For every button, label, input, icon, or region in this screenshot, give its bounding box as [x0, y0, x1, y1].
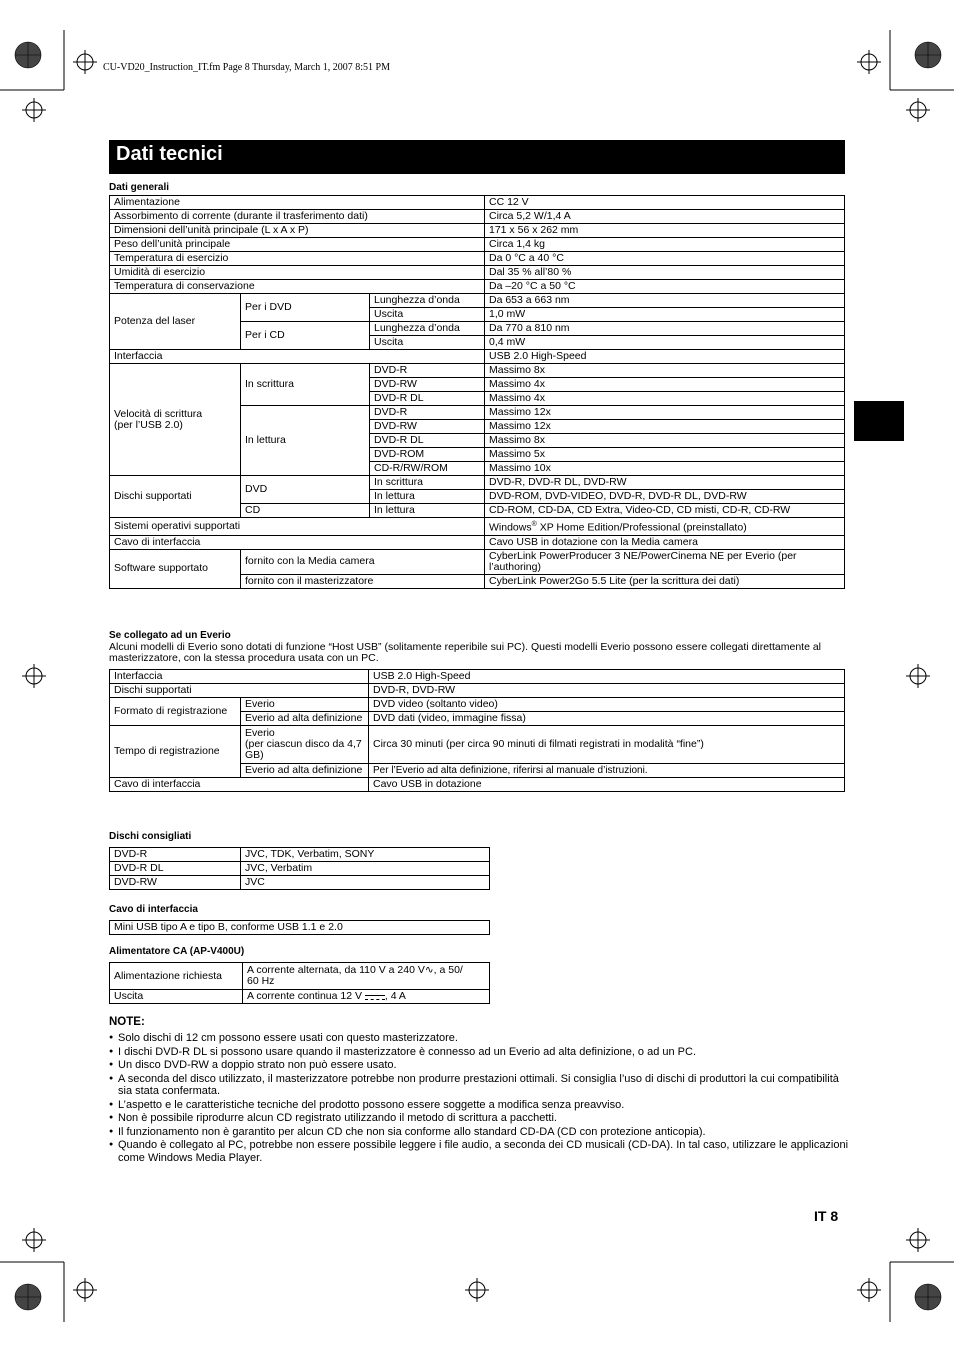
- list-item: ● Un disco DVD-RW a doppio strato non può essere usato.: [109, 1059, 849, 1072]
- spec-table-everio: [109, 669, 845, 792]
- table-row: Potenza del laser Per i DVD Lunghezza d’onda Da 653 a 663 nm: [110, 294, 845, 308]
- power-adapter-table: [109, 962, 490, 1004]
- page-title: Dati tecnici: [116, 143, 223, 165]
- table-row: Assorbimento di corrente (durante il trasferimento dati) Circa 5,2 W/1,4 A: [110, 210, 845, 224]
- spec-table-general: [109, 195, 845, 589]
- table-row: CD In lettura CD-ROM, CD-DA, CD Extra, Video-CD, CD misti, CD-R, CD-RW: [110, 504, 845, 518]
- table-row: Velocità di scrittura (per l’USB 2.0) In scrittura DVD-R Massimo 8x: [110, 364, 845, 378]
- table-row: Alimentazione richiesta A corrente alternata, da 110 V a 240 V∿, a 50/ 60 Hz: [110, 963, 490, 990]
- table-row: Everio ad alta definizione DVD dati (video, immagine fissa): [110, 712, 845, 726]
- table-row: Cavo di interfaccia Cavo USB in dotazione con la Media camera: [110, 535, 845, 549]
- section-heading-cavo: Cavo di interfaccia: [109, 904, 198, 915]
- table-row: Uscita 1,0 mW: [110, 308, 845, 322]
- section-heading-everio: Se collegato ad un Everio: [109, 630, 231, 641]
- page-number: IT 8: [814, 1208, 839, 1224]
- note-heading: NOTE:: [109, 1016, 145, 1028]
- table-row: DVD-RW JVC: [110, 876, 490, 890]
- table-row: Software supportato fornito con la Media camera CyberLink PowerProducer 3 NE/PowerCinema NE per Everio (per l’authoring): [110, 549, 845, 574]
- table-row: fornito con il masterizzatore CyberLink Power2Go 5.5 Lite (per la scrittura dei dati): [110, 574, 845, 588]
- table-row: Per i CD Lunghezza d’onda Da 770 a 810 nm: [110, 322, 845, 336]
- table-row: DVD-R DL JVC, Verbatim: [110, 862, 490, 876]
- table-row: DVD-R JVC, TDK, Verbatim, SONY: [110, 848, 490, 862]
- list-item: ● Solo dischi di 12 cm possono essere usati con questo masterizzatore.: [109, 1032, 849, 1045]
- table-row: Interfaccia USB 2.0 High-Speed: [110, 350, 845, 364]
- table-row: DVD-RW Massimo 4x: [110, 378, 845, 392]
- section-heading-dischi: Dischi consigliati: [109, 831, 192, 842]
- file-header: CU-VD20_Instruction_IT.fm Page 8 Thursday, March 1, 2007 8:51 PM: [103, 62, 391, 73]
- table-row: Interfaccia USB 2.0 High-Speed: [110, 670, 845, 684]
- dc-symbol-icon: [365, 995, 385, 1001]
- table-row: DVD-ROM Massimo 5x: [110, 448, 845, 462]
- list-item: ● Quando è collegato al PC, potrebbe non essere possibile leggere i file audio, a seconda dei CD musicali (CD-DA). In tal caso, utilizzare le applicazioni come Windows Media Player.: [109, 1139, 849, 1164]
- side-tab: [854, 401, 904, 441]
- table-row: Dischi supportati DVD In scrittura DVD-R, DVD-R DL, DVD-RW: [110, 476, 845, 490]
- table-row: DVD-R DL Massimo 4x: [110, 392, 845, 406]
- list-item: ● Il funzionamento non è garantito per alcun CD che non sia conforme allo standard CD-DA (CD con protezione anticopia).: [109, 1126, 849, 1139]
- table-row: Umidità di esercizio Dal 35 % all’80 %: [110, 266, 845, 280]
- list-item: ● L’aspetto e le caratteristiche tecniche del prodotto possono essere soggette a modifica senza preavviso.: [109, 1099, 849, 1112]
- notes-list: [109, 1032, 849, 1165]
- table-row: In lettura DVD-ROM, DVD-VIDEO, DVD-R, DVD-R DL, DVD-RW: [110, 490, 845, 504]
- table-row: Dimensioni dell’unità principale (L x A x P) 171 x 56 x 262 mm: [110, 224, 845, 238]
- table-row: Uscita A corrente continua 12 V , 4 A: [110, 990, 490, 1004]
- list-item: ● A seconda del disco utilizzato, il masterizzatore potrebbe non produrre prestazioni ottimali. Si consiglia l’uso di dischi di produttori la cui compatibilità sia stata confermata.: [109, 1073, 849, 1098]
- table-row: Uscita 0,4 mW: [110, 336, 845, 350]
- table-row: Temperatura di conservazione Da –20 °C a 50 °C: [110, 280, 845, 294]
- list-item: ● I dischi DVD-R DL si possono usare quando il masterizzatore è connesso ad un Everio ad alta definizione, o ad un PC.: [109, 1046, 849, 1059]
- table-row: In lettura DVD-R Massimo 12x: [110, 406, 845, 420]
- table-row: CD-R/RW/ROM Massimo 10x: [110, 462, 845, 476]
- table-row: Alimentazione CC 12 V: [110, 196, 845, 210]
- ac-symbol-icon: ∿: [424, 964, 434, 976]
- table-row: Peso dell’unità principale Circa 1,4 kg: [110, 238, 845, 252]
- title-bar: [109, 140, 845, 174]
- everio-paragraph: Alcuni modelli di Everio sono dotati di funzione “Host USB” (solitamente reperibile sui PC). Questi modelli Everio possono essere collegati direttamente al masterizzatore, con la stessa procedura usata con un PC.: [109, 641, 822, 664]
- table-row: Temperatura di esercizio Da 0 °C a 40 °C: [110, 252, 845, 266]
- table-row: Cavo di interfaccia Cavo USB in dotazione: [110, 778, 845, 792]
- section-heading-generali: Dati generali: [109, 182, 170, 193]
- table-row: DVD-R DL Massimo 8x: [110, 434, 845, 448]
- list-item: ● Non è possibile riprodurre alcun CD registrato utilizzando il metodo di scrittura a pacchetti.: [109, 1112, 849, 1125]
- table-row: Tempo di registrazione Everio (per ciascun disco da 4,7 GB) Circa 30 minuti (per circa 90 minuti di filmati registrati in modalità “fine”): [110, 726, 845, 764]
- table-row: Mini USB tipo A e tipo B, conforme USB 1.1 e 2.0: [110, 921, 490, 935]
- table-row: DVD-RW Massimo 12x: [110, 420, 845, 434]
- table-row: Dischi supportati DVD-R, DVD-RW: [110, 684, 845, 698]
- table-row: Sistemi operativi supportati Windows® XP Home Edition/Professional (preinstallato): [110, 518, 845, 536]
- recommended-discs-table: [109, 847, 490, 890]
- table-row: Formato di registrazione Everio DVD video (soltanto video): [110, 698, 845, 712]
- table-row: Everio ad alta definizione Per l’Everio ad alta definizione, riferirsi al manuale d’istruzioni.: [110, 764, 845, 778]
- section-heading-alim: Alimentatore CA (AP-V400U): [109, 946, 245, 957]
- cable-table: [109, 920, 490, 935]
